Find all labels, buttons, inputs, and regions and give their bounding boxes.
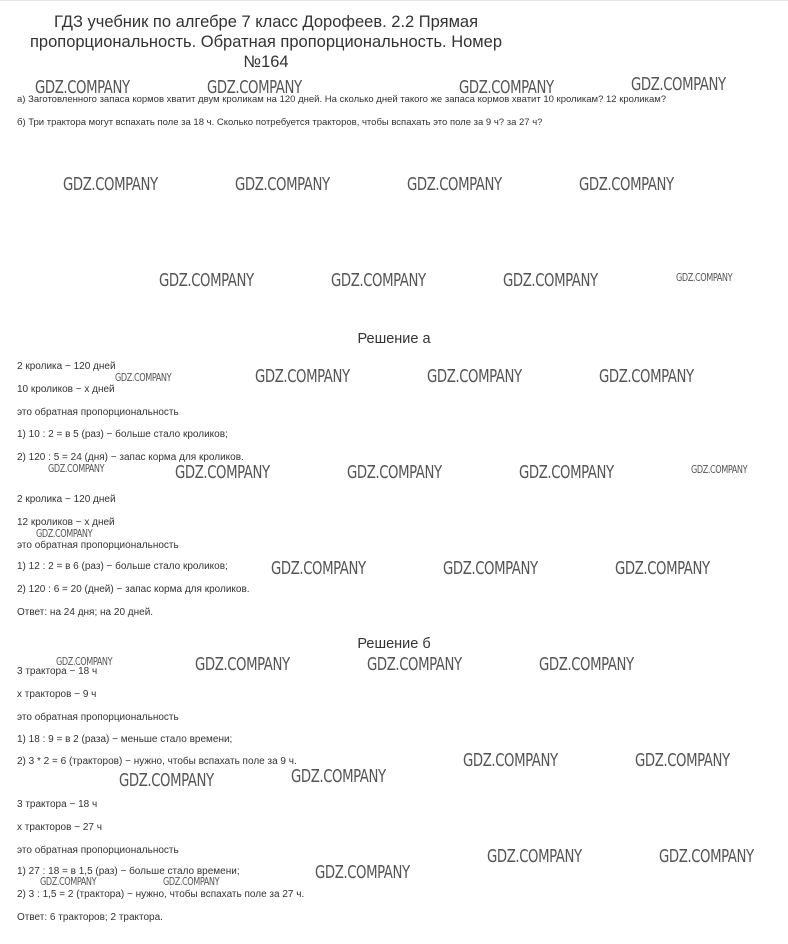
top-divider xyxy=(0,0,788,7)
solution-a-line: 2 кролика − 120 дней xyxy=(17,361,116,372)
solution-a-line: 2) 120 : 6 = 20 (дней) − запас корма для кроликов. xyxy=(17,584,250,595)
watermark: GDZ.COMPANY xyxy=(175,462,270,483)
watermark: GDZ.COMPANY xyxy=(48,462,105,475)
solution-b-answer: Ответ: 6 тракторов; 2 трактора. xyxy=(17,912,163,923)
watermark: GDZ.COMPANY xyxy=(115,371,172,384)
watermark: GDZ.COMPANY xyxy=(163,875,220,888)
task-a-text: а) Заготовленного запаса кормов хватит двум кроликам на 120 дней. На сколько дней такого же запаса кормов хватит 10 кроликам? 12 кроликам? xyxy=(17,94,667,105)
solution-a-line: 1) 10 : 2 = в 5 (раз) − больше стало кроликов; xyxy=(17,429,228,440)
watermark: GDZ.COMPANY xyxy=(159,270,254,291)
watermark: GDZ.COMPANY xyxy=(315,862,410,883)
solution-a-line: 10 кроликов − x дней xyxy=(17,384,115,395)
watermark: GDZ.COMPANY xyxy=(271,558,366,579)
solution-a-line: 1) 12 : 2 = в 6 (раз) − больше стало кроликов; xyxy=(17,561,228,572)
watermark: GDZ.COMPANY xyxy=(207,77,302,98)
watermark: GDZ.COMPANY xyxy=(367,654,462,675)
solution-b-line: 1) 27 : 18 = в 1,5 (раз) − больше стало времени; xyxy=(17,866,240,877)
watermark: GDZ.COMPANY xyxy=(255,366,350,387)
task-b-text: б) Три трактора могут вспахать поле за 18 ч. Сколько потребуется тракторов, чтобы вспахать это поле за 9 ч? за 27 ч? xyxy=(17,117,543,128)
watermark: GDZ.COMPANY xyxy=(195,654,290,675)
solution-b-line: это обратная пропорциональность xyxy=(17,845,179,856)
watermark: GDZ.COMPANY xyxy=(676,271,733,284)
watermark: GDZ.COMPANY xyxy=(615,558,710,579)
watermark: GDZ.COMPANY xyxy=(63,174,158,195)
watermark: GDZ.COMPANY xyxy=(427,366,522,387)
solution-b-line: 1) 18 : 9 = в 2 (раза) − меньше стало времени; xyxy=(17,734,233,745)
watermark: GDZ.COMPANY xyxy=(291,766,386,787)
watermark: GDZ.COMPANY xyxy=(579,174,674,195)
watermark: GDZ.COMPANY xyxy=(459,77,554,98)
solution-a-line: 2 кролика − 120 дней xyxy=(17,494,116,505)
watermark: GDZ.COMPANY xyxy=(539,654,634,675)
watermark: GDZ.COMPANY xyxy=(503,270,598,291)
watermark: GDZ.COMPANY xyxy=(331,270,426,291)
watermark: GDZ.COMPANY xyxy=(119,770,214,791)
solution-b-line: x тракторов − 9 ч xyxy=(17,689,97,700)
watermark: GDZ.COMPANY xyxy=(487,846,582,867)
watermark: GDZ.COMPANY xyxy=(443,558,538,579)
solution-a-answer: Ответ: на 24 дня; на 20 дней. xyxy=(17,607,154,618)
solution-b-heading: Решение б xyxy=(357,636,431,652)
watermark: GDZ.COMPANY xyxy=(40,875,97,888)
solution-b-line: 3 трактора − 18 ч xyxy=(17,799,98,810)
watermark: GDZ.COMPANY xyxy=(463,750,558,771)
solution-b-line: это обратная пропорциональность xyxy=(17,712,179,723)
watermark: GDZ.COMPANY xyxy=(347,462,442,483)
solution-a-line: это обратная пропорциональность xyxy=(17,407,179,418)
watermark: GDZ.COMPANY xyxy=(631,74,726,95)
solution-b-line: 3 трактора − 18 ч xyxy=(17,666,98,677)
watermark: GDZ.COMPANY xyxy=(407,174,502,195)
solution-b-line: x тракторов − 27 ч xyxy=(17,822,102,833)
watermark: GDZ.COMPANY xyxy=(691,463,748,476)
solution-b-line: 2) 3 * 2 = 6 (тракторов) − нужно, чтобы вспахать поле за 9 ч. xyxy=(17,756,297,767)
solution-a-heading: Решение а xyxy=(357,331,431,347)
page-title: ГДЗ учебник по алгебре 7 класс Дорофеев. 2.2 Прямая пропорциональность. Обратная пропорциональность. Номер №164 xyxy=(29,13,502,71)
solution-a-line: 2) 120 : 5 = 24 (дня) − запас корма для кроликов. xyxy=(17,452,244,463)
solution-a-line: это обратная пропорциональность xyxy=(17,540,179,551)
watermark: GDZ.COMPANY xyxy=(599,366,694,387)
watermark: GDZ.COMPANY xyxy=(635,750,730,771)
watermark: GDZ.COMPANY xyxy=(659,846,754,867)
watermark: GDZ.COMPANY xyxy=(235,174,330,195)
watermark: GDZ.COMPANY xyxy=(519,462,614,483)
watermark: GDZ.COMPANY xyxy=(56,655,113,668)
solution-b-line: 2) 3 : 1,5 = 2 (трактора) − нужно, чтобы вспахать поле за 27 ч. xyxy=(17,889,305,900)
solution-a-line: 12 кроликов − x дней xyxy=(17,517,115,528)
watermark: GDZ.COMPANY xyxy=(35,77,130,98)
watermark: GDZ.COMPANY xyxy=(36,527,93,540)
